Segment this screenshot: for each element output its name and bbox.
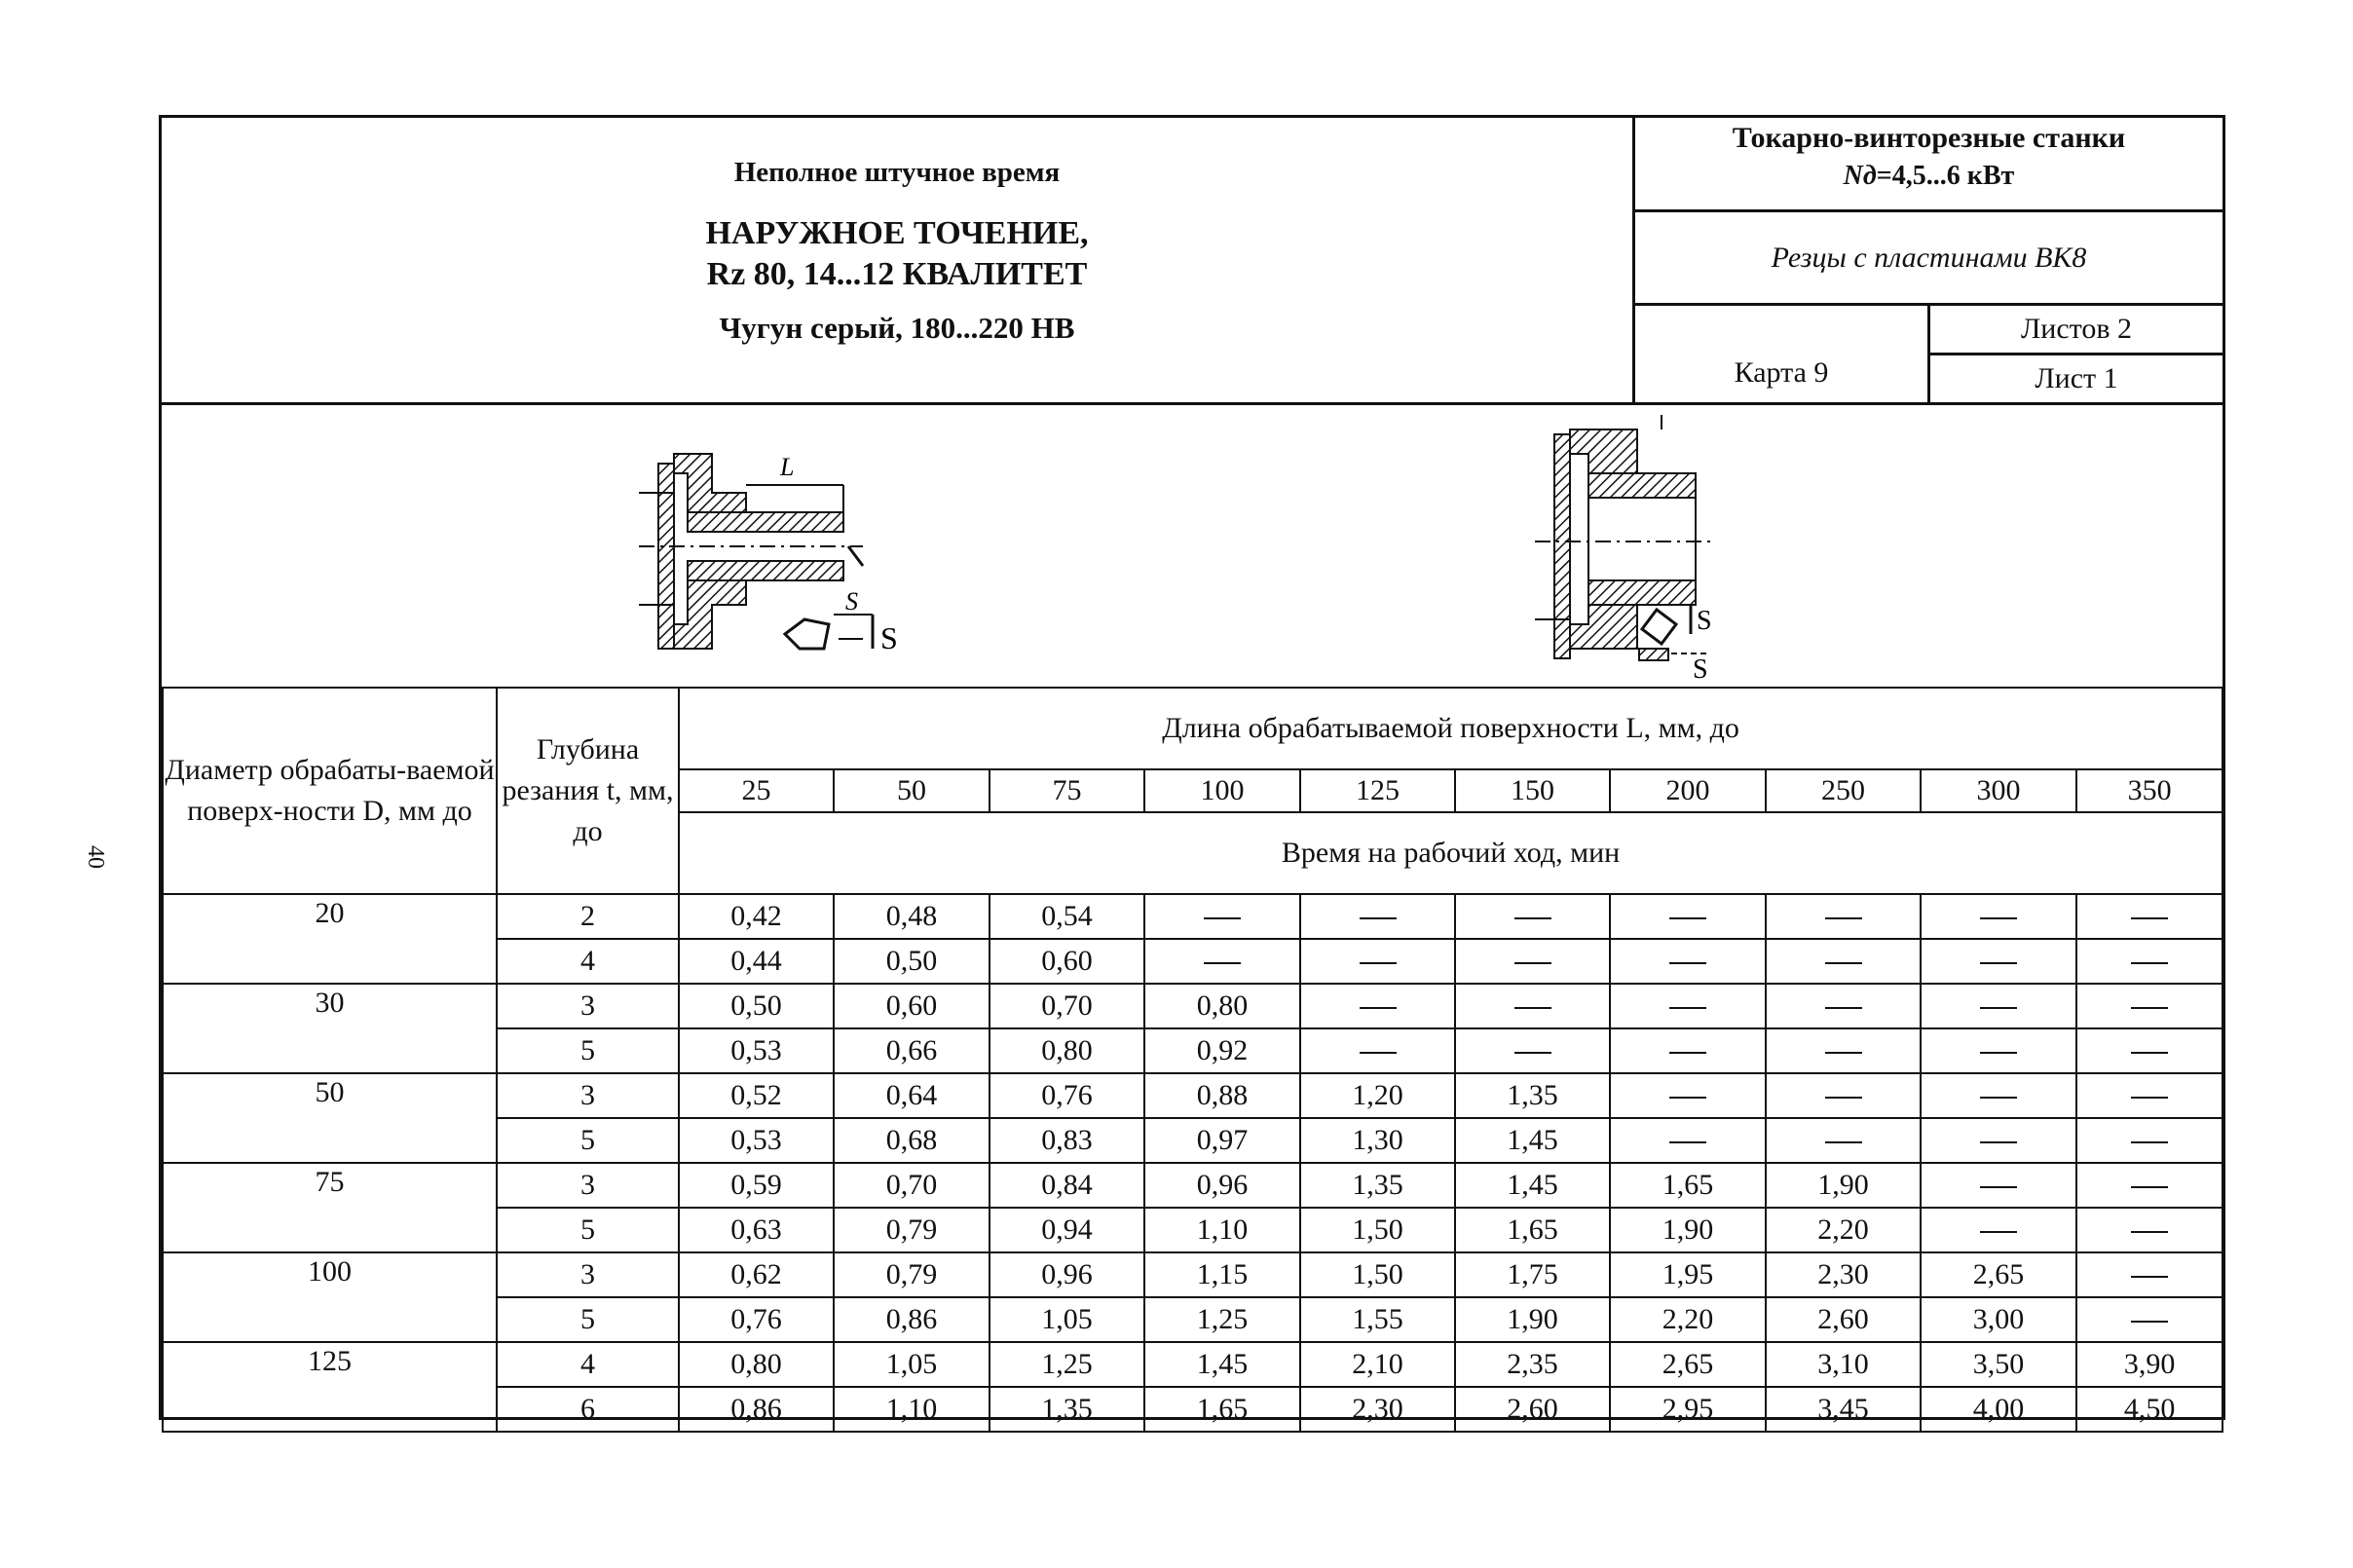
time-cell: 0,92 xyxy=(1144,1028,1300,1073)
empty-cell xyxy=(1610,1073,1766,1118)
feed-label-b: S xyxy=(880,620,898,655)
dash-mark xyxy=(1669,1052,1706,1054)
time-cell: 0,54 xyxy=(990,894,1144,939)
length-250: 250 xyxy=(1766,769,1921,812)
time-cell: 2,20 xyxy=(1766,1208,1921,1252)
page-number: 40 xyxy=(83,845,108,869)
dash-mark xyxy=(1669,1141,1706,1143)
time-cell: 0,62 xyxy=(679,1252,834,1297)
empty-cell xyxy=(1610,894,1766,939)
empty-cell xyxy=(2076,939,2222,984)
time-table xyxy=(162,687,2223,1433)
time-cell: 0,60 xyxy=(834,984,990,1028)
time-cell: 0,83 xyxy=(990,1118,1144,1163)
time-cell: 1,25 xyxy=(1144,1297,1300,1342)
empty-cell xyxy=(1766,894,1921,939)
time-cell: 0,63 xyxy=(679,1208,834,1252)
power-value: =4,5...6 кВт xyxy=(1876,161,2015,191)
card-number xyxy=(1635,306,1930,402)
power-symbol: Nд xyxy=(1843,161,1877,191)
table-row xyxy=(163,1163,2222,1208)
time-cell: 1,50 xyxy=(1300,1208,1455,1252)
time-cell: 2,30 xyxy=(1300,1387,1455,1432)
dash-mark xyxy=(2131,1276,2168,1278)
depth-cell: 6 xyxy=(497,1387,679,1432)
dash-mark xyxy=(2131,1231,2168,1233)
time-cell: 0,48 xyxy=(834,894,990,939)
dash-mark xyxy=(1360,1007,1397,1009)
diameter-cell: 20 xyxy=(163,894,497,984)
time-cell: 0,42 xyxy=(679,894,834,939)
time-cell: 0,53 xyxy=(679,1118,834,1163)
depth-cell: 5 xyxy=(497,1028,679,1073)
dash-mark xyxy=(1514,1007,1551,1009)
time-cell: 1,10 xyxy=(1144,1208,1300,1252)
sheet-number: Лист 1 xyxy=(2035,362,2118,394)
time-cell: 0,80 xyxy=(679,1342,834,1387)
table-row xyxy=(163,1342,2222,1387)
dash-mark xyxy=(1669,1097,1706,1099)
dash-mark xyxy=(1360,962,1397,964)
diameter-header: Диаметр обрабаты-ваемой поверх-ности D, мм до xyxy=(163,688,497,894)
time-cell: 2,30 xyxy=(1766,1252,1921,1297)
time-cell: 0,52 xyxy=(679,1073,834,1118)
sheets-total: Листов 2 xyxy=(1930,306,2222,355)
empty-cell xyxy=(1144,894,1300,939)
dash-mark xyxy=(2131,917,2168,919)
empty-cell xyxy=(1455,939,1610,984)
time-cell: 3,45 xyxy=(1766,1387,1921,1432)
time-cell: 1,75 xyxy=(1455,1252,1610,1297)
time-cell: 0,84 xyxy=(990,1163,1144,1208)
time-cell: 0,79 xyxy=(834,1252,990,1297)
length-350: 350 xyxy=(2076,769,2222,812)
empty-cell xyxy=(1300,1028,1455,1073)
document-card xyxy=(159,115,2225,1425)
time-cell: 1,65 xyxy=(1144,1387,1300,1432)
time-cell: 2,60 xyxy=(1455,1387,1610,1432)
time-cell: 4,00 xyxy=(1921,1387,2076,1432)
empty-cell xyxy=(2076,1297,2222,1342)
time-cell: 1,20 xyxy=(1300,1073,1455,1118)
empty-cell xyxy=(1766,939,1921,984)
empty-cell xyxy=(1921,1118,2076,1163)
empty-cell xyxy=(1455,894,1610,939)
dash-mark xyxy=(2131,1097,2168,1099)
empty-cell xyxy=(1921,1163,2076,1208)
empty-cell xyxy=(2076,1118,2222,1163)
dash-mark xyxy=(2131,1321,2168,1323)
dash-mark xyxy=(1980,1231,2017,1233)
dash-mark xyxy=(2131,962,2168,964)
time-cell: 3,50 xyxy=(1921,1342,2076,1387)
length-75: 75 xyxy=(990,769,1144,812)
dash-mark xyxy=(1825,962,1862,964)
dash-mark xyxy=(1980,1141,2017,1143)
depth-header: Глубина резания t, мм, до xyxy=(497,688,679,894)
time-cell: 1,45 xyxy=(1455,1118,1610,1163)
length-300: 300 xyxy=(1921,769,2076,812)
empty-cell xyxy=(1921,1028,2076,1073)
machine-name: Токарно-винторезные станки xyxy=(1732,122,2126,154)
title-block xyxy=(162,118,1635,402)
time-cell: 0,86 xyxy=(834,1297,990,1342)
time-cell: 2,35 xyxy=(1455,1342,1610,1387)
dash-mark xyxy=(2131,1186,2168,1188)
time-cell: 3,90 xyxy=(2076,1342,2222,1387)
time-cell: 1,35 xyxy=(990,1387,1144,1432)
depth-cell: 3 xyxy=(497,984,679,1028)
diameter-cell: 75 xyxy=(163,1163,497,1252)
empty-cell xyxy=(1766,1028,1921,1073)
dash-mark xyxy=(1980,1007,2017,1009)
empty-cell xyxy=(1455,984,1610,1028)
length-200: 200 xyxy=(1610,769,1766,812)
empty-cell xyxy=(1144,939,1300,984)
time-cell: 0,59 xyxy=(679,1163,834,1208)
empty-cell xyxy=(1921,984,2076,1028)
cutters: Резцы с пластинами ВК8 xyxy=(1635,212,2222,306)
empty-cell xyxy=(1610,984,1766,1028)
diameter-cell: 100 xyxy=(163,1252,497,1342)
empty-cell xyxy=(1610,1118,1766,1163)
time-cell: 1,50 xyxy=(1300,1252,1455,1297)
dash-mark xyxy=(1204,917,1241,919)
time-cell: 1,35 xyxy=(1455,1073,1610,1118)
time-cell: 3,10 xyxy=(1766,1342,1921,1387)
time-cell: 0,66 xyxy=(834,1028,990,1073)
depth-cell: 3 xyxy=(497,1073,679,1118)
time-cell: 0,86 xyxy=(679,1387,834,1432)
time-cell: 2,65 xyxy=(1921,1252,2076,1297)
depth-cell: 2 xyxy=(497,894,679,939)
dash-mark xyxy=(1825,1097,1862,1099)
time-cell: 1,05 xyxy=(834,1342,990,1387)
length-100: 100 xyxy=(1144,769,1300,812)
empty-cell xyxy=(1766,1073,1921,1118)
machine-type xyxy=(1635,118,2222,212)
time-cell: 2,95 xyxy=(1610,1387,1766,1432)
empty-cell xyxy=(1766,984,1921,1028)
empty-cell xyxy=(2076,1208,2222,1252)
diameter-cell: 30 xyxy=(163,984,497,1073)
time-cell: 0,70 xyxy=(990,984,1144,1028)
time-cell: 1,65 xyxy=(1610,1163,1766,1208)
time-cell: 1,25 xyxy=(990,1342,1144,1387)
length-label: L xyxy=(780,453,795,481)
empty-cell xyxy=(2076,1028,2222,1073)
dash-mark xyxy=(1360,1052,1397,1054)
time-cell: 0,96 xyxy=(1144,1163,1300,1208)
empty-cell xyxy=(2076,1163,2222,1208)
time-cell: 1,45 xyxy=(1455,1163,1610,1208)
time-cell: 0,79 xyxy=(834,1208,990,1252)
feed-label-a: S xyxy=(845,587,858,616)
time-cell: 1,35 xyxy=(1300,1163,1455,1208)
dash-mark xyxy=(2131,1007,2168,1009)
empty-cell xyxy=(1921,894,2076,939)
time-cell: 0,60 xyxy=(990,939,1144,984)
time-cell: 1,90 xyxy=(1766,1163,1921,1208)
depth-cell: 4 xyxy=(497,939,679,984)
empty-cell xyxy=(1610,1028,1766,1073)
diameter-cell: 125 xyxy=(163,1342,497,1432)
time-cell: 1,55 xyxy=(1300,1297,1455,1342)
dash-mark xyxy=(1825,1007,1862,1009)
depth-cell: 4 xyxy=(497,1342,679,1387)
diameter-cell: 50 xyxy=(163,1073,497,1163)
empty-cell xyxy=(1300,939,1455,984)
depth-cell: 3 xyxy=(497,1252,679,1297)
empty-cell xyxy=(1455,1028,1610,1073)
empty-cell xyxy=(1921,1073,2076,1118)
time-cell: 0,76 xyxy=(990,1073,1144,1118)
table-row xyxy=(163,1073,2222,1118)
time-cell: 2,10 xyxy=(1300,1342,1455,1387)
title-line-1: Неполное штучное время xyxy=(733,157,1061,188)
feed-label-right-a: S xyxy=(1697,606,1712,636)
length-50: 50 xyxy=(834,769,990,812)
depth-cell: 5 xyxy=(497,1208,679,1252)
time-cell: 0,80 xyxy=(990,1028,1144,1073)
time-cell: 2,20 xyxy=(1610,1297,1766,1342)
time-cell: 1,30 xyxy=(1300,1118,1455,1163)
empty-cell xyxy=(1300,894,1455,939)
time-cell: 0,68 xyxy=(834,1118,990,1163)
time-cell: 0,70 xyxy=(834,1163,990,1208)
feed-label-right-b: S xyxy=(1693,654,1708,683)
time-cell: 1,10 xyxy=(834,1387,990,1432)
right-turning-sketch xyxy=(1515,415,1983,683)
time-cell: 1,15 xyxy=(1144,1252,1300,1297)
time-cell: 1,05 xyxy=(990,1297,1144,1342)
time-cell: 1,45 xyxy=(1144,1342,1300,1387)
length-150: 150 xyxy=(1455,769,1610,812)
dash-mark xyxy=(1669,1007,1706,1009)
time-cell: 0,50 xyxy=(834,939,990,984)
time-cell: 0,88 xyxy=(1144,1073,1300,1118)
time-cell: 1,65 xyxy=(1455,1208,1610,1252)
time-cell: 0,64 xyxy=(834,1073,990,1118)
time-cell: 1,90 xyxy=(1610,1208,1766,1252)
time-cell: 1,95 xyxy=(1610,1252,1766,1297)
title-line-4: Чугун серый, 180...220 НВ xyxy=(719,311,1075,345)
dash-mark xyxy=(1204,962,1241,964)
dash-mark xyxy=(2131,1141,2168,1143)
left-turning-sketch xyxy=(629,415,1097,683)
time-cell: 4,50 xyxy=(2076,1387,2222,1432)
time-cell: 1,90 xyxy=(1455,1297,1610,1342)
title-line-3: Rz 80, 14...12 КВАЛИТЕТ xyxy=(706,256,1088,292)
empty-cell xyxy=(1300,984,1455,1028)
dash-mark xyxy=(1825,1141,1862,1143)
table-row xyxy=(163,984,2222,1028)
header xyxy=(162,118,2222,405)
dash-mark xyxy=(1669,962,1706,964)
time-cell: 0,97 xyxy=(1144,1118,1300,1163)
empty-cell xyxy=(2076,984,2222,1028)
time-cell: 2,60 xyxy=(1766,1297,1921,1342)
dash-mark xyxy=(1514,1052,1551,1054)
empty-cell xyxy=(2076,894,2222,939)
empty-cell xyxy=(2076,1073,2222,1118)
time-header: Время на рабочий ход, мин xyxy=(679,812,2222,894)
table-row xyxy=(163,1252,2222,1297)
dash-mark xyxy=(2131,1052,2168,1054)
info-block xyxy=(1635,118,2222,402)
length-125: 125 xyxy=(1300,769,1455,812)
length-25: 25 xyxy=(679,769,834,812)
dash-mark xyxy=(1825,917,1862,919)
empty-cell xyxy=(1766,1118,1921,1163)
machine-power xyxy=(1635,161,2222,192)
time-cell: 0,53 xyxy=(679,1028,834,1073)
dash-mark xyxy=(1980,1186,2017,1188)
time-cell: 0,76 xyxy=(679,1297,834,1342)
time-cell: 0,44 xyxy=(679,939,834,984)
table-row xyxy=(163,894,2222,939)
dash-mark xyxy=(1669,917,1706,919)
dash-mark xyxy=(1360,917,1397,919)
dash-mark xyxy=(1980,1097,2017,1099)
time-cell: 2,65 xyxy=(1610,1342,1766,1387)
dash-mark xyxy=(1825,1052,1862,1054)
dash-mark xyxy=(1980,962,2017,964)
title-line-2: НАРУЖНОЕ ТОЧЕНИЕ, xyxy=(705,215,1089,251)
length-header-text: Длина обрабатываемой поверхности L, мм, до xyxy=(1162,712,1739,744)
drawings xyxy=(162,405,2222,687)
empty-cell xyxy=(1610,939,1766,984)
depth-cell: 5 xyxy=(497,1118,679,1163)
depth-cell: 3 xyxy=(497,1163,679,1208)
time-cell: 0,50 xyxy=(679,984,834,1028)
dash-mark xyxy=(1980,1052,2017,1054)
empty-cell xyxy=(2076,1252,2222,1297)
dash-mark xyxy=(1980,917,2017,919)
length-header xyxy=(679,688,2222,769)
empty-cell xyxy=(1921,1208,2076,1252)
time-cell: 3,00 xyxy=(1921,1297,2076,1342)
time-cell: 0,80 xyxy=(1144,984,1300,1028)
time-cell: 0,94 xyxy=(990,1208,1144,1252)
dash-mark xyxy=(1514,917,1551,919)
card-label: Карта 9 xyxy=(1734,356,1829,389)
dash-mark xyxy=(1514,962,1551,964)
empty-cell xyxy=(1921,939,2076,984)
depth-cell: 5 xyxy=(497,1297,679,1342)
time-cell: 0,96 xyxy=(990,1252,1144,1297)
